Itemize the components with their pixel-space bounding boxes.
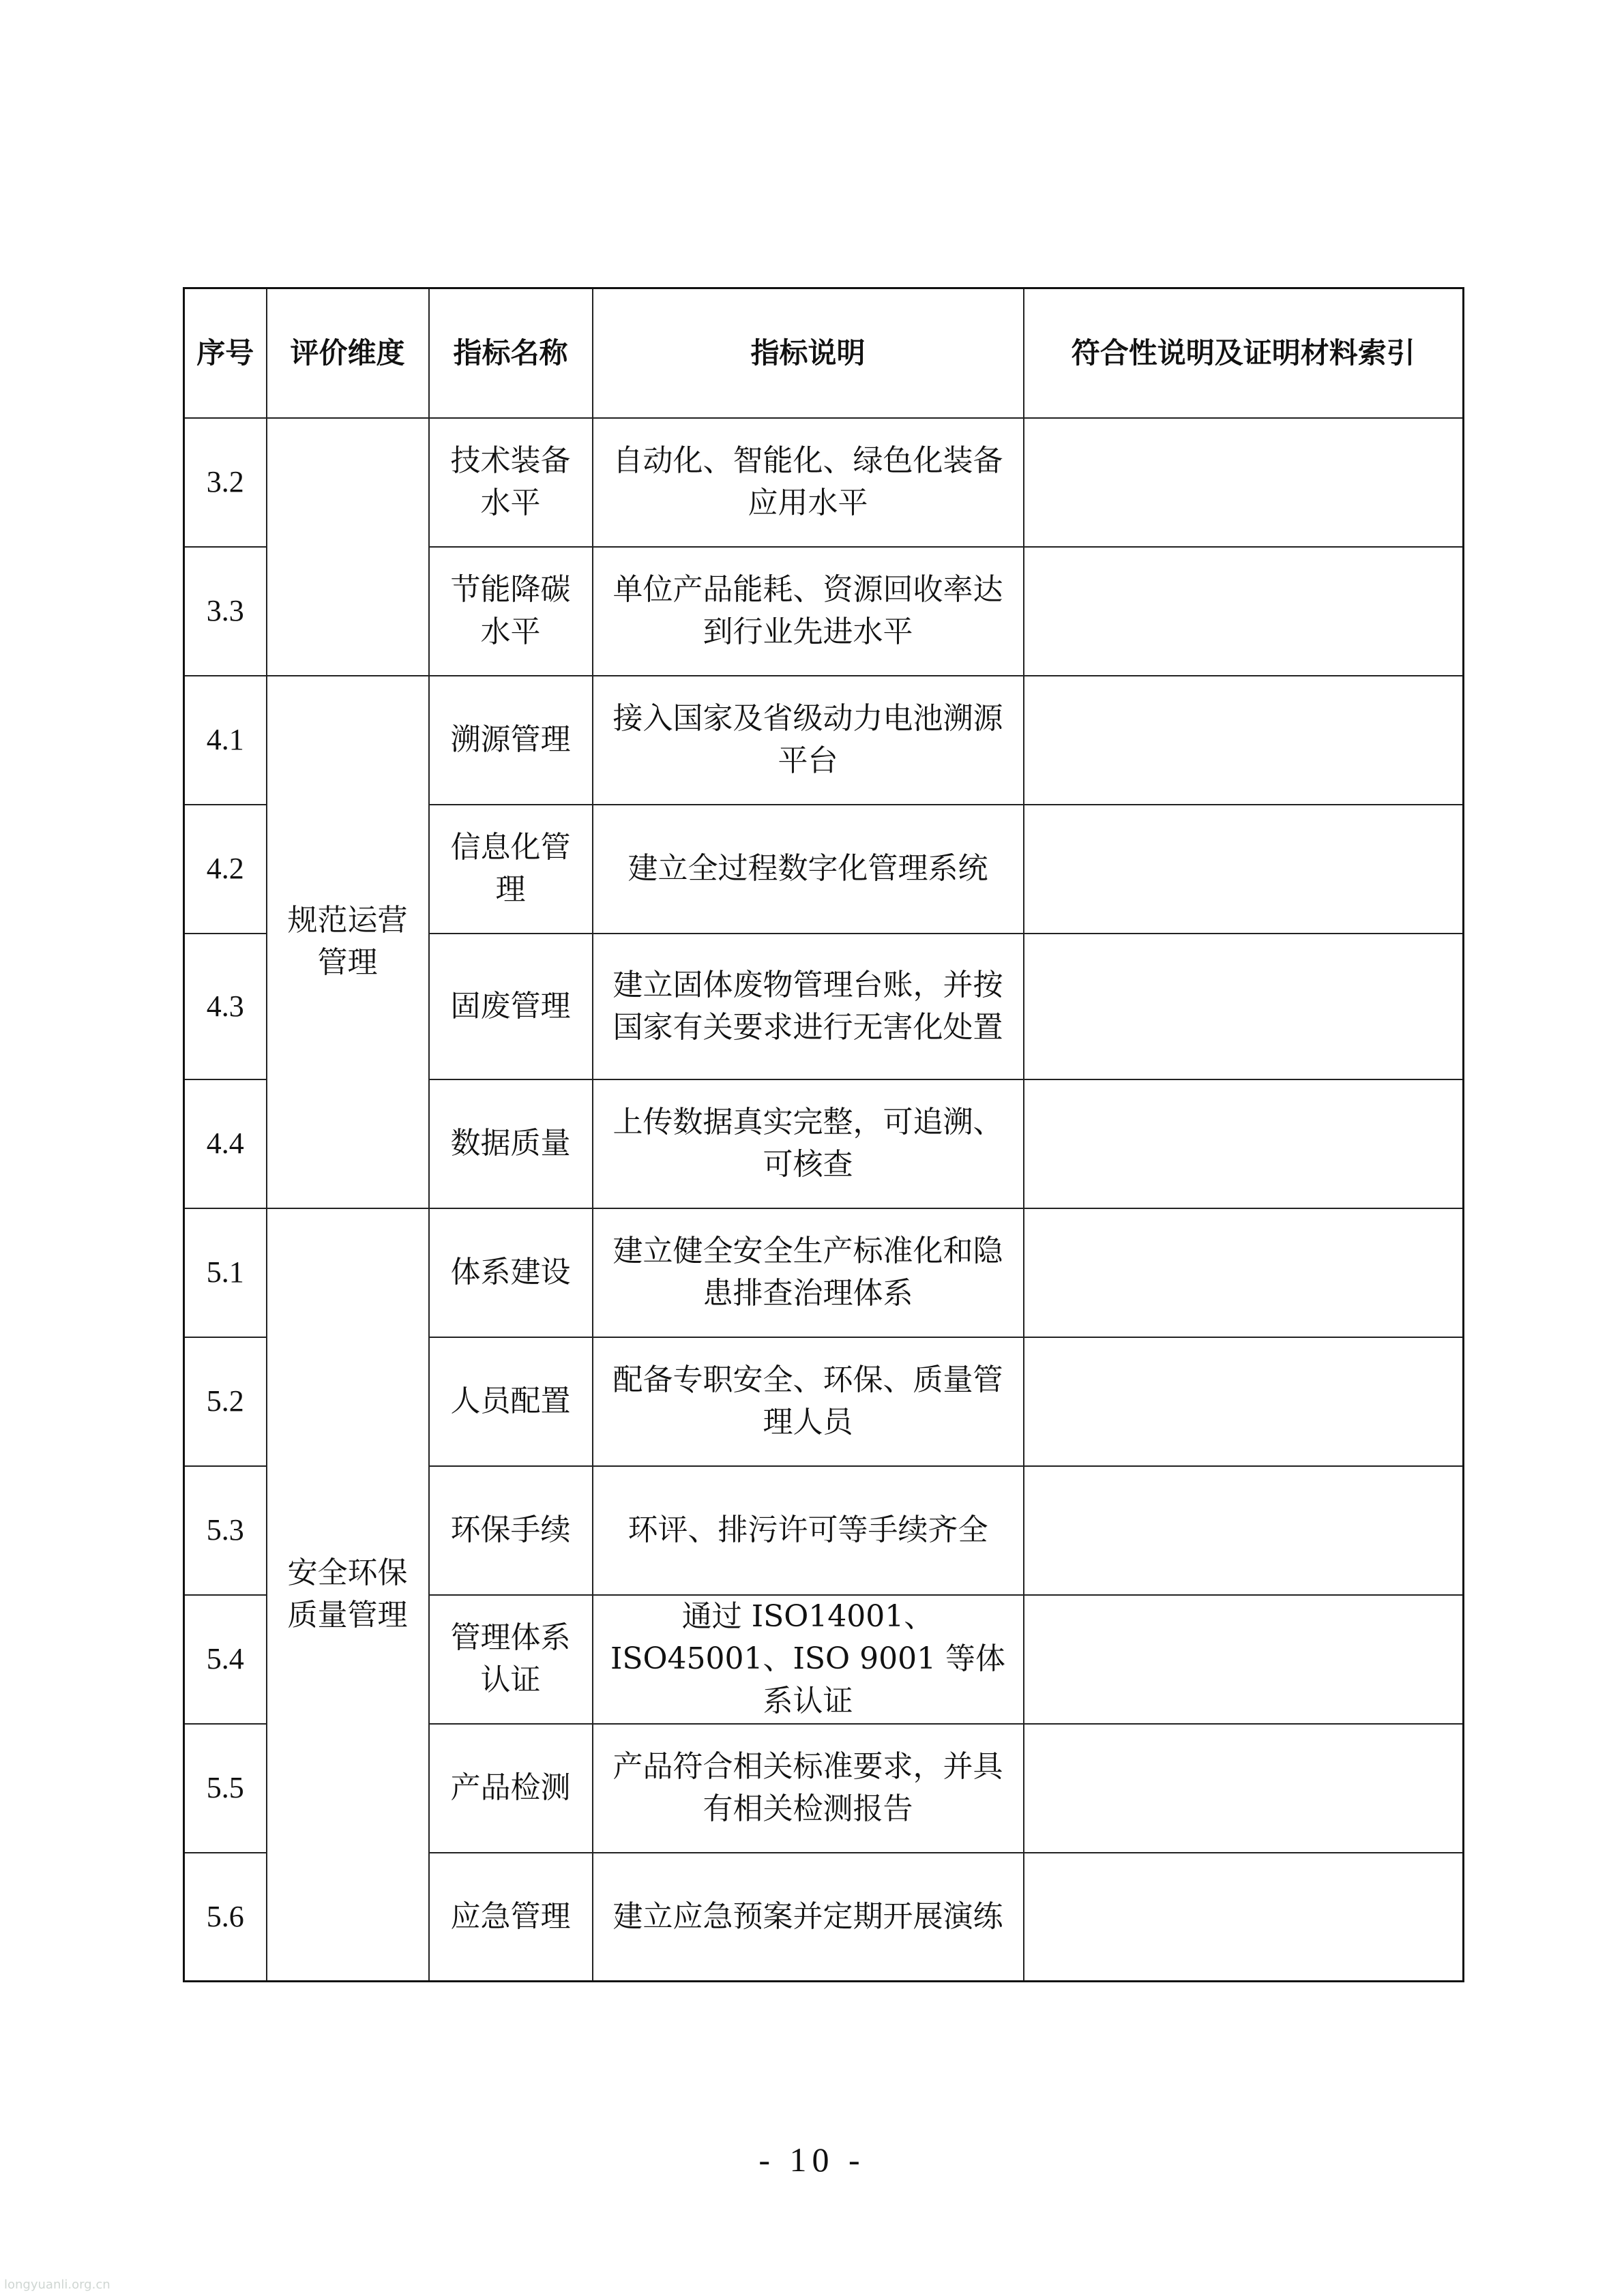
row-no: 4.1 bbox=[184, 676, 267, 805]
page-number: - 10 - bbox=[758, 2141, 866, 2179]
indicator-description: 建立健全安全生产标准化和隐患排查治理体系 bbox=[593, 1208, 1024, 1337]
indicator-description: 自动化、智能化、绿色化装备应用水平 bbox=[593, 418, 1024, 547]
indicator-description: 产品符合相关标准要求，并具有相关检测报告 bbox=[593, 1724, 1024, 1853]
indicator-name: 信息化管理 bbox=[429, 805, 593, 934]
indicator-description: 通过 ISO14001、ISO45001、ISO 9001 等体系认证 bbox=[593, 1595, 1024, 1724]
table-row bbox=[184, 1208, 1464, 1337]
row-no: 3.3 bbox=[184, 547, 267, 676]
header-description: 指标说明 bbox=[593, 288, 1024, 418]
header-dimension: 评价维度 bbox=[267, 288, 429, 418]
table-row bbox=[184, 418, 1464, 547]
indicator-description: 单位产品能耗、资源回收率达到行业先进水平 bbox=[593, 547, 1024, 676]
row-no: 5.2 bbox=[184, 1337, 267, 1466]
row-no: 5.1 bbox=[184, 1208, 267, 1337]
row-no: 5.3 bbox=[184, 1466, 267, 1595]
indicator-description: 接入国家及省级动力电池溯源平台 bbox=[593, 676, 1024, 805]
row-no: 4.4 bbox=[184, 1079, 267, 1208]
reference-cell[interactable] bbox=[1024, 1595, 1464, 1724]
evaluation-table bbox=[183, 287, 1464, 1982]
dimension-cell-empty bbox=[267, 418, 429, 676]
indicator-name: 溯源管理 bbox=[429, 676, 593, 805]
watermark: longyuanli.org.cn bbox=[4, 2278, 110, 2292]
row-no: 5.6 bbox=[184, 1853, 267, 1982]
indicator-name: 产品检测 bbox=[429, 1724, 593, 1853]
indicator-name: 数据质量 bbox=[429, 1079, 593, 1208]
reference-cell[interactable] bbox=[1024, 934, 1464, 1079]
indicator-description: 上传数据真实完整，可追溯、可核查 bbox=[593, 1079, 1024, 1208]
row-no: 5.5 bbox=[184, 1724, 267, 1853]
row-no: 4.2 bbox=[184, 805, 267, 934]
indicator-name: 固废管理 bbox=[429, 934, 593, 1079]
reference-cell[interactable] bbox=[1024, 1208, 1464, 1337]
indicator-name: 环保手续 bbox=[429, 1466, 593, 1595]
header-reference: 符合性说明及证明材料索引 bbox=[1024, 288, 1464, 418]
dimension-cell-ops: 规范运营管理 bbox=[267, 676, 429, 1208]
reference-cell[interactable] bbox=[1024, 1337, 1464, 1466]
reference-cell[interactable] bbox=[1024, 805, 1464, 934]
indicator-name: 应急管理 bbox=[429, 1853, 593, 1982]
reference-cell[interactable] bbox=[1024, 1466, 1464, 1595]
table-row bbox=[184, 676, 1464, 805]
table-header-row bbox=[184, 288, 1464, 418]
indicator-name: 人员配置 bbox=[429, 1337, 593, 1466]
row-no: 5.4 bbox=[184, 1595, 267, 1724]
indicator-name: 技术装备水平 bbox=[429, 418, 593, 547]
row-no: 3.2 bbox=[184, 418, 267, 547]
header-no: 序号 bbox=[184, 288, 267, 418]
reference-cell[interactable] bbox=[1024, 1853, 1464, 1982]
reference-cell[interactable] bbox=[1024, 1079, 1464, 1208]
indicator-name: 管理体系认证 bbox=[429, 1595, 593, 1724]
reference-cell[interactable] bbox=[1024, 676, 1464, 805]
indicator-name: 节能降碳水平 bbox=[429, 547, 593, 676]
reference-cell[interactable] bbox=[1024, 1724, 1464, 1853]
indicator-description: 环评、排污许可等手续齐全 bbox=[593, 1466, 1024, 1595]
indicator-description: 建立全过程数字化管理系统 bbox=[593, 805, 1024, 934]
indicator-description: 建立固体废物管理台账，并按国家有关要求进行无害化处置 bbox=[593, 934, 1024, 1079]
indicator-description: 建立应急预案并定期开展演练 bbox=[593, 1853, 1024, 1982]
indicator-description: 配备专职安全、环保、质量管理人员 bbox=[593, 1337, 1024, 1466]
reference-cell[interactable] bbox=[1024, 547, 1464, 676]
header-name: 指标名称 bbox=[429, 288, 593, 418]
reference-cell[interactable] bbox=[1024, 418, 1464, 547]
row-no: 4.3 bbox=[184, 934, 267, 1079]
indicator-name: 体系建设 bbox=[429, 1208, 593, 1337]
dimension-cell-safety: 安全环保质量管理 bbox=[267, 1208, 429, 1982]
